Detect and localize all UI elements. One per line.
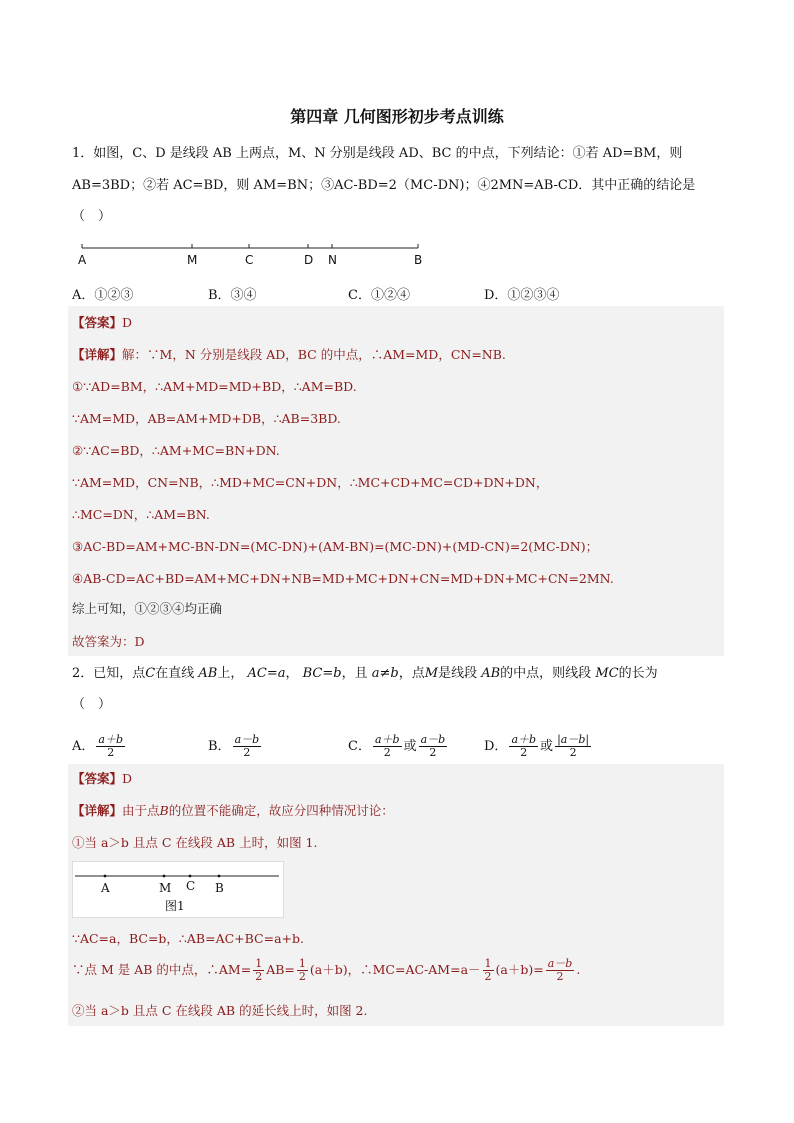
q2-comma: ， (285, 666, 299, 681)
q2-text-5: ，点 (398, 666, 425, 681)
q2-detail-point-b: B (159, 803, 169, 818)
detail-tag: 【详解】 (72, 347, 123, 362)
q2-bc-eq: BC=b (302, 666, 342, 681)
q1-answer-value: D (122, 315, 133, 330)
fig1-point-c (189, 875, 192, 878)
q1-detail-line-5: ∵AM=MD，CN=NB，∴MD+MC=CN+DN，∴MC+CD+MC=CD+DN+DN， (72, 475, 549, 490)
q2-text-6: 是线段 (438, 666, 478, 681)
frac-num: 1 (298, 957, 306, 970)
frac-a-plus-b (509, 734, 538, 759)
q2-point-c: C (145, 666, 156, 681)
q1-detail-line-2: ①∵AD=BM，∴AM+MD=MD+BD，∴AM=BD. (72, 379, 357, 394)
fig1-point-m (163, 875, 166, 878)
frac-abs-a-minus-b (555, 734, 591, 759)
q2-options (72, 726, 732, 762)
figure-1-svg (73, 862, 283, 917)
q1-detail-text-1: 解：∵M，N 分别是线段 AD，BC 的中点，∴AM=MD，CN=NB. (122, 347, 506, 362)
l4-text-a: ∵点 M 是 AB 的中点，∴AM= (72, 962, 252, 977)
q2-detail-line-2: ①当 a＞b 且点 C 在线段 AB 上时，如图 1. (72, 835, 318, 850)
frac-num: 1 (484, 957, 492, 970)
frac-num: a＋b (511, 733, 537, 746)
q2-point-m: M (424, 666, 439, 681)
q1-detail-line-7: ③AC-BD=AM+MC-BN-DN=(MC-DN)+(AM-BN)=(MC-DN)+(MD-CN)=2(MC-DN)； (72, 539, 599, 554)
q2-text-2: 在直线 (155, 666, 195, 681)
q1-segment-figure (72, 240, 432, 270)
q2-option-b[interactable] (208, 734, 263, 759)
q2-line-1 (72, 665, 658, 683)
q1-summary: 综上可知，①②③④均正确 (72, 601, 223, 616)
q1-line-1: 1．如图，C、D 是线段 AB 上两点，M、N 分别是线段 AD、BC 的中点，下列结论：①若 AD=BM，则 (72, 146, 683, 161)
q1-answer-block (68, 306, 724, 628)
frac-a-minus-b (419, 734, 448, 759)
q2-detail-text-a: 由于点 (122, 803, 160, 818)
q2-text-1: 2．已知，点 (72, 666, 146, 681)
frac-den: 2 (429, 746, 437, 759)
q2-text-3: 上， (217, 666, 244, 681)
q2-option-d-label: D． (484, 739, 508, 754)
q1-final: 故答案为：D (72, 634, 145, 649)
label-d: D (304, 253, 314, 267)
q2-detail-line-1 (72, 802, 394, 820)
q2-option-c[interactable] (348, 734, 449, 759)
frac-result (546, 958, 575, 983)
q2-ac-eq: AC=a (247, 666, 286, 681)
q2-detail-text-b: 的位置不能确定，故应分四种情况讨论： (168, 803, 394, 818)
l4-text-d: (a＋b)= (495, 962, 544, 977)
label-c: C (245, 253, 254, 267)
frac-num: 1 (255, 957, 263, 970)
q2-option-a[interactable] (72, 734, 127, 759)
q1-option-c[interactable]: C．①②④ (348, 288, 410, 303)
q2-detail-line-5: ②当 a＞b 且点 C 在线段 AB 的延长线上时，如图 2. (72, 1003, 368, 1018)
q1-option-a[interactable]: A．①②③ (72, 288, 134, 303)
q2-ab-2: AB (481, 666, 501, 681)
q2-text-7: 的中点，则线段 (500, 666, 592, 681)
label-b: B (414, 253, 423, 267)
frac-a-plus-b (96, 734, 125, 759)
frac-a-plus-b (373, 734, 402, 759)
frac-den: 2 (383, 746, 391, 759)
q2-detail-line-3: ∵AC=a，BC=b，∴AB=AC+BC=a+b. (72, 931, 304, 946)
q1-final-block (68, 628, 724, 656)
q2-neq: a≠b (371, 666, 399, 681)
q2-detail-line-4 (72, 956, 580, 984)
q1-line-3: （ ） (72, 209, 112, 224)
fig1-point-a (104, 875, 107, 878)
q2-ab: AB (198, 666, 218, 681)
q2-mc: MC (595, 666, 619, 681)
frac-num: a－b (234, 733, 260, 746)
q2-answer-value: D (122, 771, 133, 786)
page-title: 第四章 几何图形初步考点训练 (290, 107, 504, 126)
frac-num: a－b (420, 733, 446, 746)
label-a: A (78, 253, 87, 267)
frac-den: 2 (484, 970, 492, 983)
fig1-label-b: B (215, 881, 224, 895)
label-m: M (187, 253, 198, 267)
q1-detail-line-1 (72, 346, 506, 364)
frac-num: a＋b (98, 733, 123, 746)
detail-tag: 【详解】 (72, 803, 123, 818)
frac-num: |a－b| (557, 733, 590, 746)
frac-den: 2 (556, 970, 564, 983)
q1-detail-line-4: ②∵AC=BD，∴AM+MC=BN+DN. (72, 443, 280, 458)
frac-den: 2 (255, 970, 263, 983)
q1-option-d[interactable]: D．①②③④ (484, 288, 560, 303)
or-text: 或 (403, 739, 417, 754)
q1-detail-line-6: ∴MC=DN，∴AM=BN. (72, 507, 210, 522)
q1-detail-line-8: ④AB-CD=AC+BD=AM+MC+DN+NB=MD+MC+DN+CN=MD+DN+MC+CN=2MN. (72, 571, 614, 586)
frac-num: a＋b (374, 733, 400, 746)
frac-den: 2 (298, 970, 306, 983)
q1-answer-line (72, 314, 132, 332)
figure-1 (72, 861, 284, 918)
frac-den: 2 (520, 746, 528, 759)
l4-text-c: (a＋b)，∴MC=AC-AM=a－ (309, 962, 481, 977)
l4-text-e: . (576, 962, 581, 977)
q2-text-4: ，且 (341, 666, 368, 681)
q1-options (72, 284, 732, 304)
q2-option-b-label: B． (208, 739, 231, 754)
fig1-label-m: M (159, 881, 172, 895)
fig1-point-b (218, 875, 221, 878)
frac-num: a－b (547, 957, 573, 970)
fig1-caption: 图1 (165, 899, 185, 913)
q1-option-b[interactable]: B．③④ (208, 288, 257, 303)
q2-option-d[interactable] (484, 734, 593, 759)
q1-line-2: AB=3BD；②若 AC=BD，则 AM=BN；③AC-BD=2（MC-DN)；④2MN=AB-CD．其中正确的结论是 (72, 178, 696, 193)
fig1-label-a: A (101, 881, 110, 895)
q2-option-a-label: A． (72, 739, 95, 754)
frac-a-minus-b (233, 734, 262, 759)
q2-text-8: 的长为 (618, 666, 658, 681)
answer-tag: 【答案】 (72, 771, 123, 786)
l4-text-b: AB= (266, 962, 295, 977)
q2-answer-line (72, 770, 132, 788)
frac-half (297, 958, 308, 983)
label-n: N (328, 253, 337, 267)
answer-tag: 【答案】 (72, 315, 123, 330)
q1-detail-line-3: ∵AM=MD，AB=AM+MD+DB，∴AB=3BD. (72, 411, 341, 426)
frac-den: 2 (569, 746, 577, 759)
or-text: 或 (540, 739, 554, 754)
frac-den: 2 (107, 746, 115, 759)
q2-option-c-label: C． (348, 739, 371, 754)
frac-half (483, 958, 494, 983)
fig1-label-c: C (186, 879, 196, 893)
q2-line-2: （ ） (72, 697, 112, 712)
frac-half (253, 958, 264, 983)
frac-den: 2 (243, 746, 251, 759)
